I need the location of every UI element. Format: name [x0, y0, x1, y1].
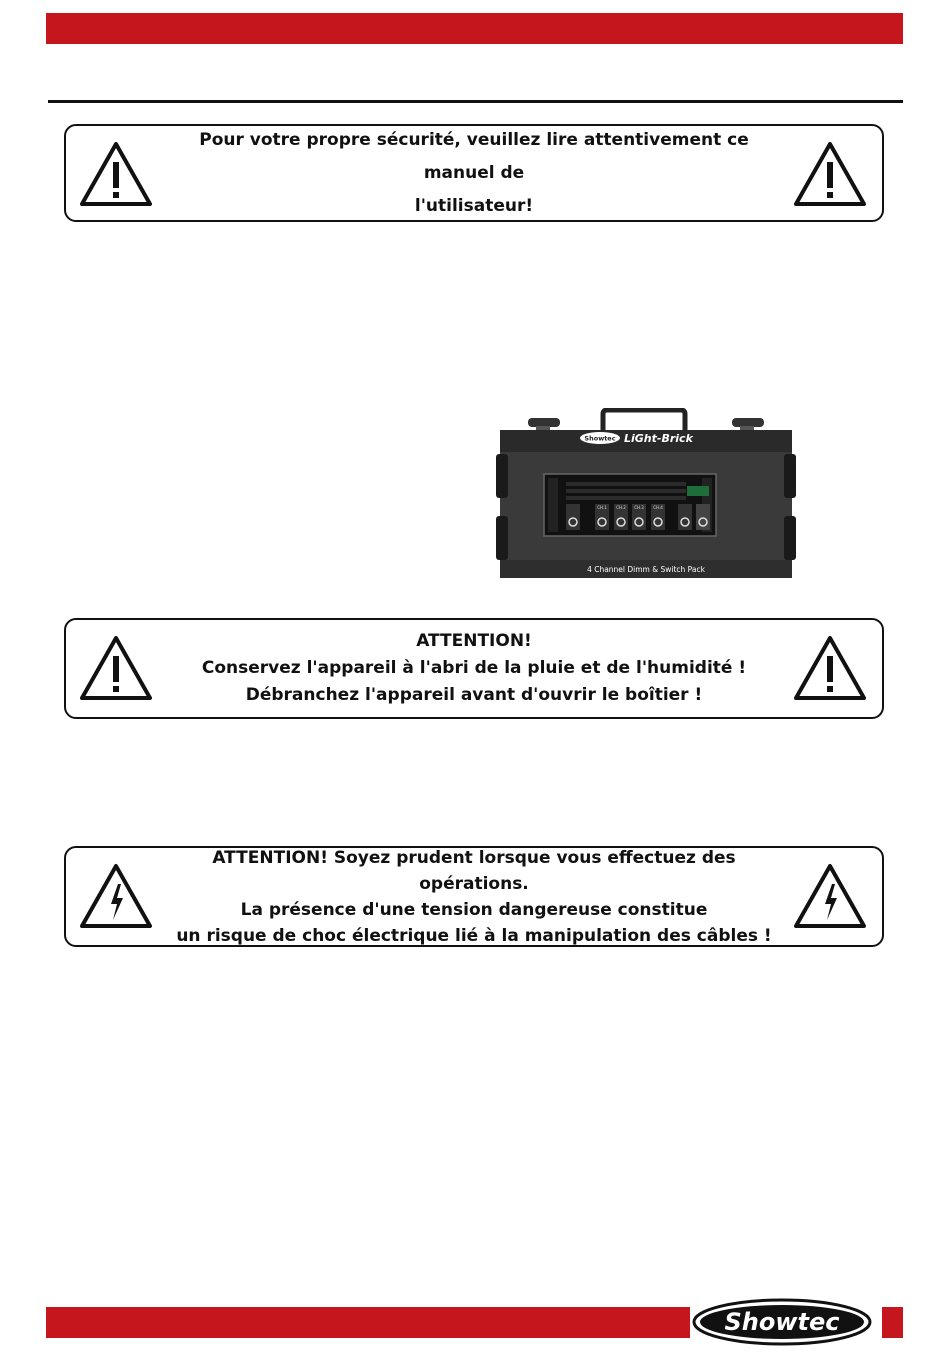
electric-warning-line2: La présence d'une tension dangereuse constitue: [240, 899, 708, 920]
header-band: [46, 13, 903, 44]
product-name: LiGht-Brick: [624, 432, 693, 445]
product-channel-3: CH.3: [634, 505, 644, 510]
high-voltage-triangle-icon: [78, 862, 154, 930]
product-brand: Showtec: [584, 434, 616, 443]
footer-logo-area: [690, 1296, 882, 1348]
moisture-warning-line1: ATTENTION!: [416, 631, 532, 651]
exclamation-triangle-icon: [78, 140, 154, 208]
exclamation-triangle-icon: [792, 140, 868, 208]
electric-warning-line1: ATTENTION! Soyez prudent lorsque vous effectuez des opérations.: [212, 847, 736, 894]
electric-warning-line3: un risque de choc électrique lié à la manipulation des câbles !: [176, 925, 772, 946]
safety-warning-line2: l'utilisateur!: [414, 195, 534, 216]
light-brick-product-image: [496, 408, 796, 584]
exclamation-triangle-icon: [78, 634, 154, 702]
showtec-logo: [690, 1296, 882, 1348]
product-caption: 4 Channel Dimm & Switch Pack: [587, 565, 705, 574]
electric-shock-warning-box: [64, 846, 884, 947]
safety-warning-line1: Pour votre propre sécurité, veuillez lire attentivement ce manuel de: [199, 129, 749, 183]
exclamation-triangle-icon: [792, 634, 868, 702]
safety-warning-box: [64, 124, 884, 222]
footer-logo-text: Showtec: [724, 1308, 840, 1336]
product-channel-4: CH.4: [653, 505, 663, 510]
product-channel-2: CH.2: [616, 505, 626, 510]
moisture-warning-line2: Conservez l'appareil à l'abri de la pluie et de l'humidité !: [201, 658, 747, 678]
header-rule: [48, 100, 903, 103]
product-channel-1: CH.1: [597, 505, 607, 510]
high-voltage-triangle-icon: [792, 862, 868, 930]
moisture-warning-box: [64, 618, 884, 719]
moisture-warning-line3: Débranchez l'appareil avant d'ouvrir le boîtier !: [245, 685, 703, 705]
